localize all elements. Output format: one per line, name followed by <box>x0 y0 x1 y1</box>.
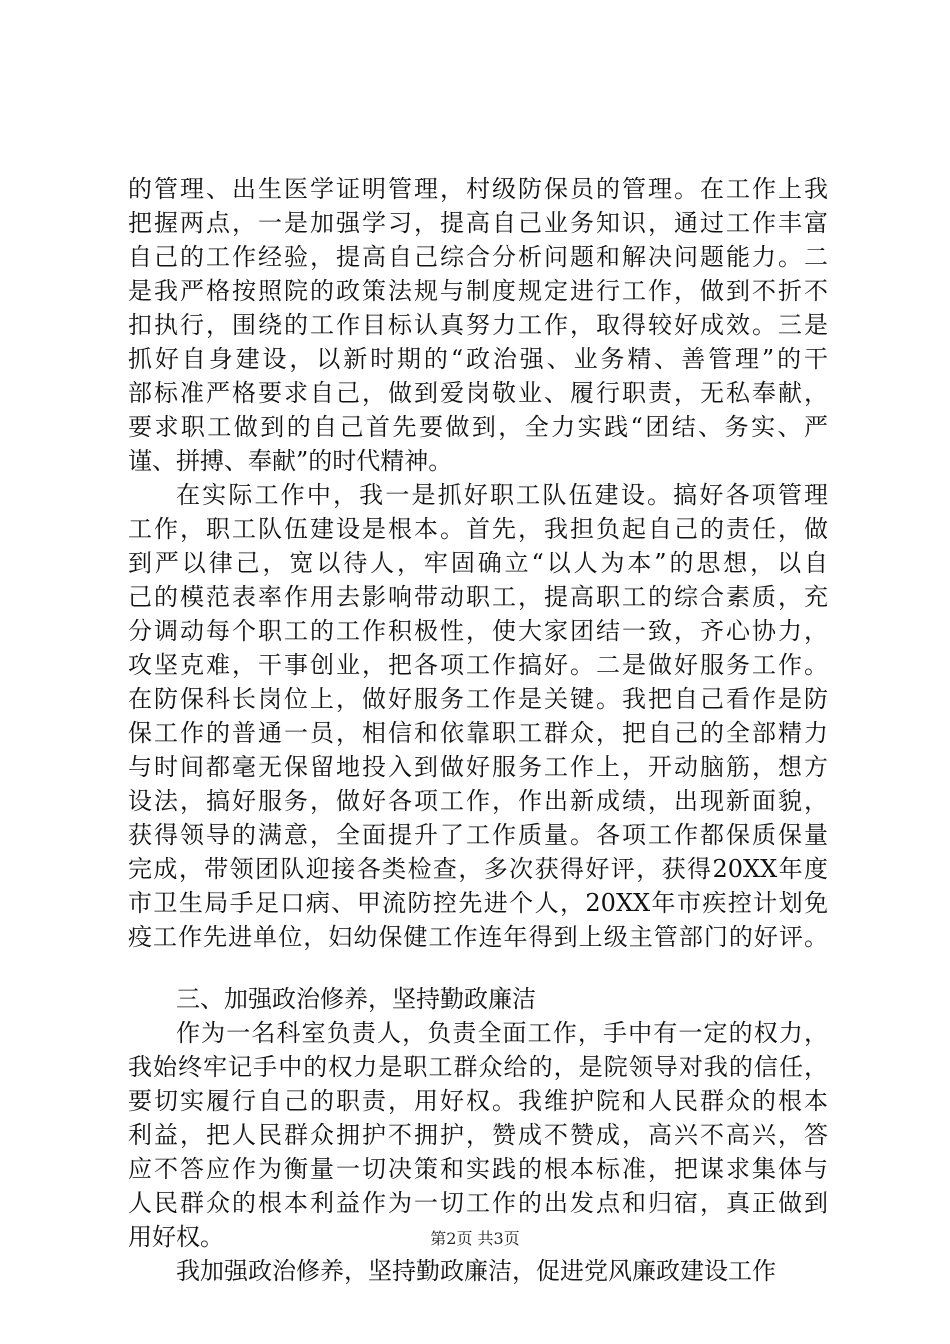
text-line: 在防保科长岗位上，做好服务工作是关键。我把自己看作是防 <box>128 685 828 713</box>
text-line: 保工作的普通一员，相信和依靠职工群众，把自己的全部精力 <box>128 719 828 747</box>
text-line: 与时间都毫无保留地投入到做好服务工作上，开动脑筋，想方 <box>128 753 828 781</box>
text-line: 疫工作先进单位，妇幼保健工作连年得到上级主管部门的好评。 <box>128 923 828 951</box>
section-heading: 三、加强政治修养，坚持勤政廉洁 <box>176 985 536 1013</box>
text-line: 我始终牢记手中的权力是职工群众给的，是院领导对我的信任， <box>128 1053 828 1081</box>
text-line: 分调动每个职工的工作积极性，使大家团结一致，齐心协力， <box>128 617 828 645</box>
text-line: 市卫生局手足口病、甲流防控先进个人，20XX年市疾控计划免 <box>128 889 828 917</box>
text-line: 人民群众的根本利益作为一切工作的出发点和归宿，真正做到 <box>128 1189 828 1217</box>
paragraph-first-line: 作为一名科室负责人，负责全面工作，手中有一定的权力， <box>176 1019 828 1047</box>
text-line: 用好权。 <box>128 1223 224 1251</box>
text-line: 要求职工做到的自己首先要做到，全力实践“团结、务实、严 <box>128 413 828 441</box>
text-line: 工作，职工队伍建设是根本。首先，我担负起自己的责任，做 <box>128 515 828 543</box>
paragraph-first-line: 在实际工作中，我一是抓好职工队伍建设。搞好各项管理 <box>176 481 828 509</box>
text-line: 应不答应作为衡量一切决策和实践的根本标准，把谋求集体与 <box>128 1155 828 1183</box>
text-line: 攻坚克难，干事创业，把各项工作搞好。二是做好服务工作。 <box>128 651 828 679</box>
text-line: 到严以律己，宽以待人，牢固确立“以人为本”的思想，以自 <box>128 549 828 577</box>
text-line: 设法，搞好服务，做好各项工作，作出新成绩，出现新面貌， <box>128 787 828 815</box>
text-line: 抓好自身建设，以新时期的“政治强、业务精、善管理”的干 <box>128 345 828 373</box>
text-line: 完成，带领团队迎接各类检查，多次获得好评，获得20XX年度 <box>128 855 828 883</box>
text-line: 把握两点，一是加强学习，提高自己业务知识，通过工作丰富 <box>128 209 828 237</box>
text-line: 获得领导的满意，全面提升了工作质量。各项工作都保质保量 <box>128 821 828 849</box>
text-line: 是我严格按照院的政策法规与制度规定进行工作，做到不折不 <box>128 277 828 305</box>
text-line: 扣执行，围绕的工作目标认真努力工作，取得较好成效。三是 <box>128 311 828 339</box>
text-line: 己的模范表率作用去影响带动职工，提高职工的综合素质，充 <box>128 583 828 611</box>
text-line: 部标准严格要求自己，做到爱岗敬业、履行职责，无私奉献， <box>128 379 828 407</box>
document-body <box>128 172 828 1288</box>
paragraph-gap <box>128 954 828 982</box>
paragraph-first-line: 我加强政治修养，坚持勤政廉洁，促进党风廉政建设工作 <box>176 1257 776 1285</box>
text-line: 谨、拼搏、奉献”的时代精神。 <box>128 447 453 475</box>
text-line: 的管理、出生医学证明管理，村级防保员的管理。在工作上我 <box>128 175 828 203</box>
text-line: 利益，把人民群众拥护不拥护，赞成不赞成，高兴不高兴，答 <box>128 1121 828 1149</box>
text-line: 要切实履行自己的职责，用好权。我维护院和人民群众的根本 <box>128 1087 828 1115</box>
text-line: 自己的工作经验，提高自己综合分析问题和解决问题能力。二 <box>128 243 828 271</box>
page-number-footer: 第2页 共3页 <box>430 1229 520 1248</box>
